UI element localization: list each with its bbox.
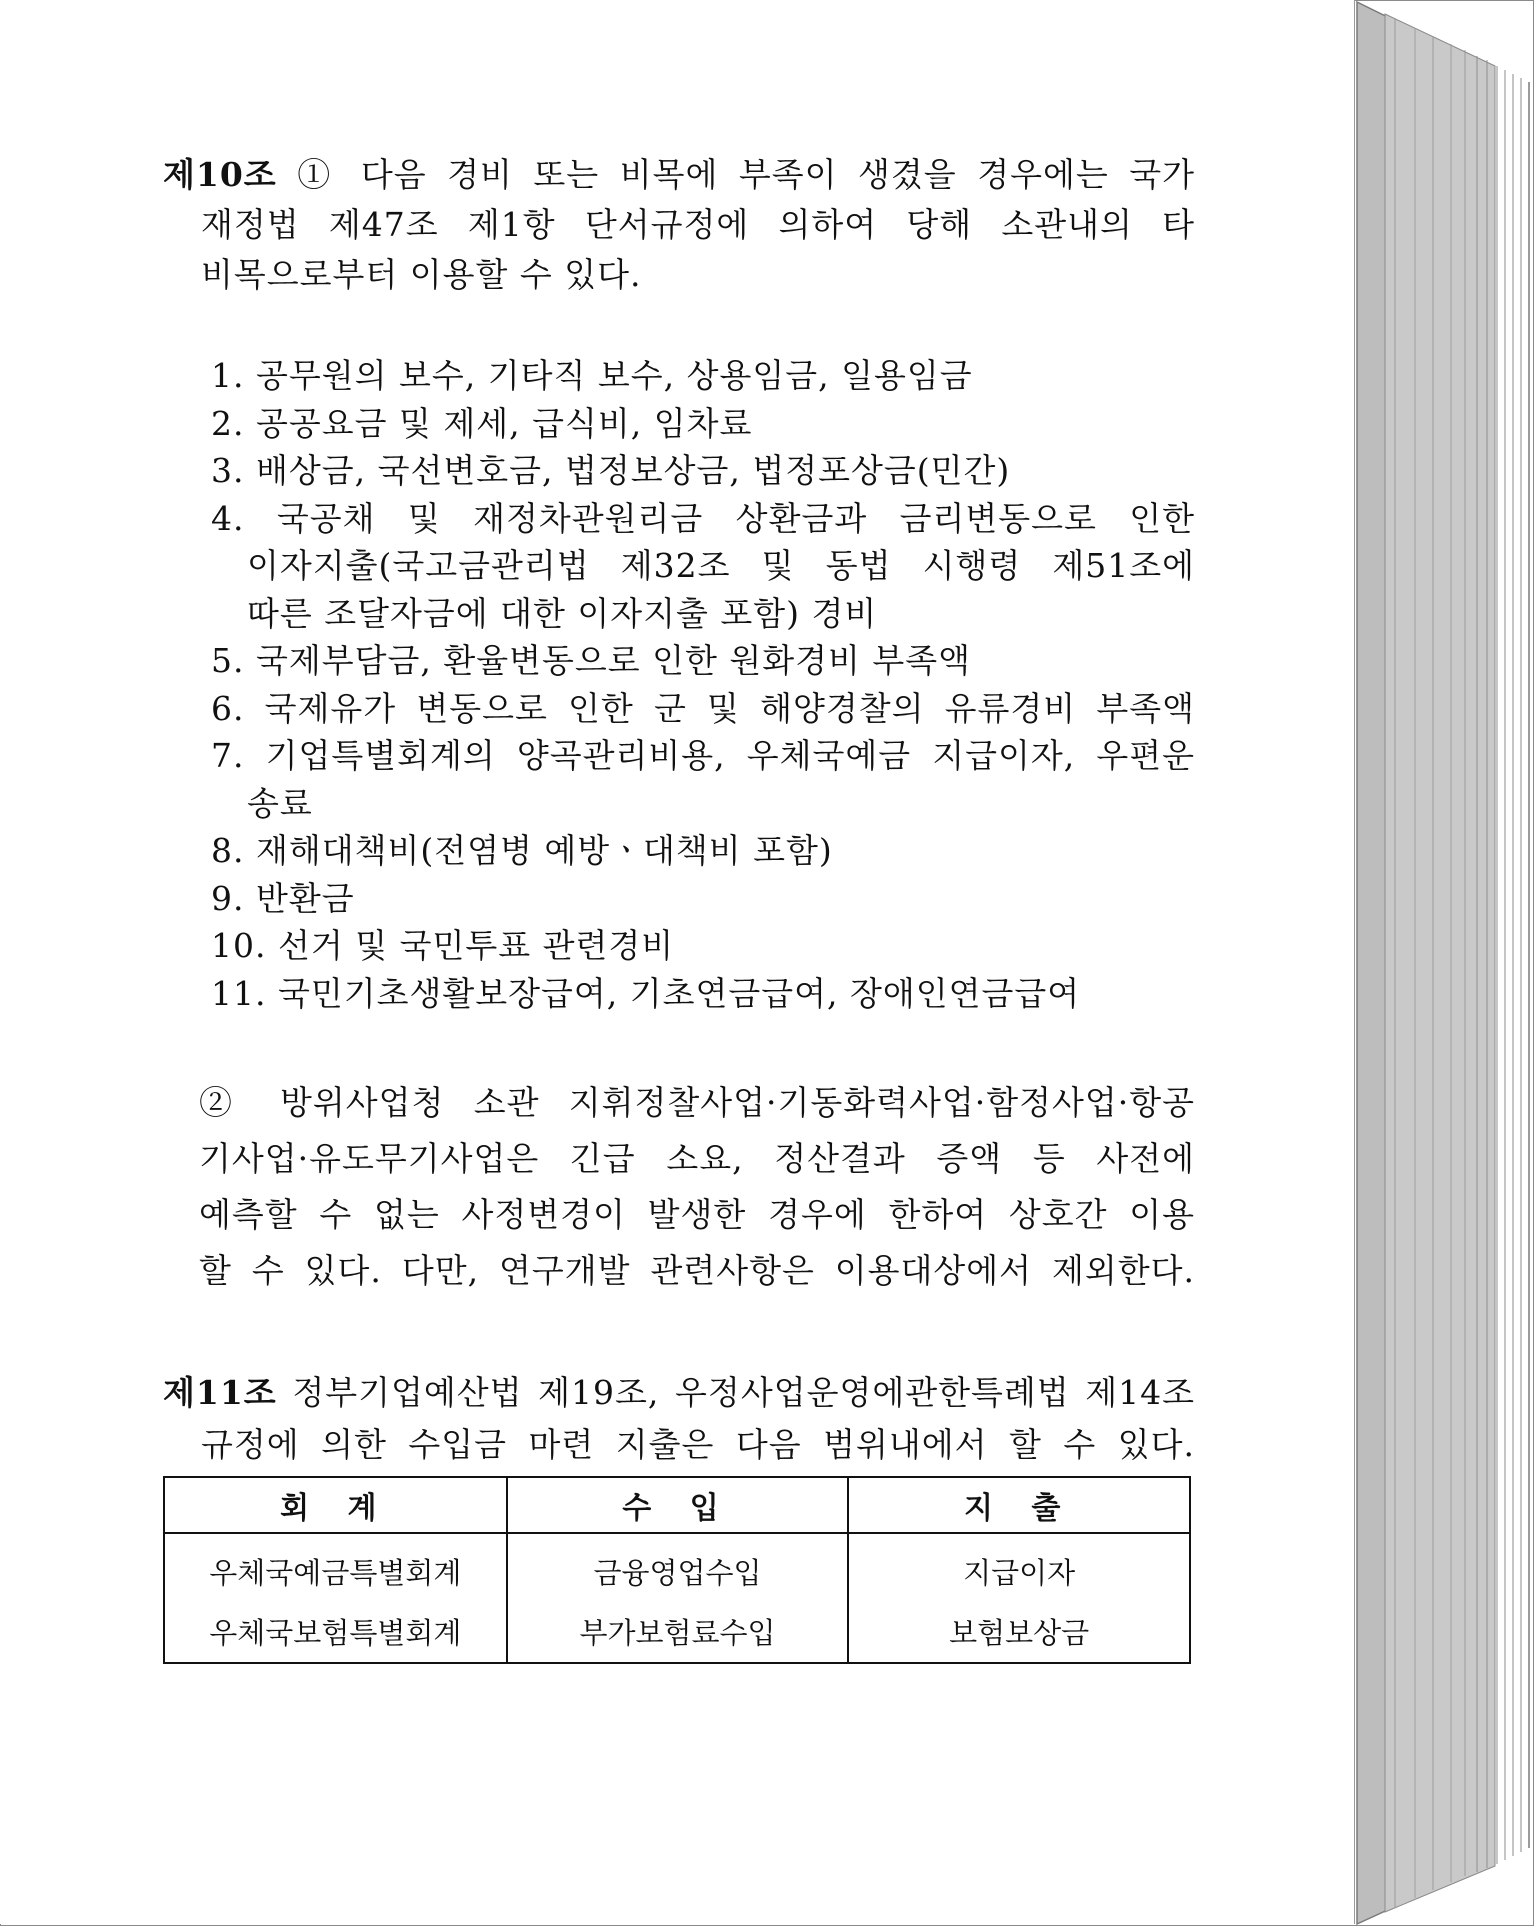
list-item: 2. 공공요금 및 제세, 급식비, 임차료 <box>211 403 753 443</box>
list-item: 4. 국공채 및 재정차관원리금 상환금과 금리변동으로 인한 <box>211 498 1195 538</box>
list-item: 1. 공무원의 보수, 기타직 보수, 상용임금, 일용임금 <box>211 356 973 395</box>
table-cell: 지급이자 <box>848 1533 1190 1600</box>
list-item: 6. 국제유가 변동으로 인한 군 및 해양경찰의 유류경비 부족액 <box>211 688 1195 728</box>
table-cell: 금융영업수입 <box>507 1533 849 1600</box>
article-10-paragraph-2 <box>163 1075 1195 1299</box>
article-10 <box>163 150 1195 1299</box>
book-page-edge <box>1355 0 1534 1926</box>
article-11 <box>163 1367 1195 1471</box>
table-cell: 보험보상금 <box>848 1600 1190 1663</box>
list-item: 8. 재해대책비(전염병 예방ㆍ대책비 포함) <box>211 831 833 870</box>
expense-item-list <box>211 352 1195 1017</box>
column-header-expenditure: 지 출 <box>848 1477 1190 1533</box>
article-11-heading: 제11조 <box>163 1373 277 1412</box>
table-cell: 부가보험료수입 <box>507 1600 849 1663</box>
table-cell: 우체국보험특별회계 <box>164 1600 507 1663</box>
list-item-continuation: 따른 조달자금에 대한 이자지출 포함) 경비 <box>247 593 878 633</box>
article-10-line-3: 비목으로부터 이용할 수 있다. <box>201 255 642 294</box>
article-11-line-2: 규정에 의한 수입금 마련 지출은 다음 범위내에서 할 수 있다. <box>201 1425 1195 1464</box>
column-header-revenue: 수 입 <box>507 1477 849 1533</box>
table-cell: 우체국예금특별회계 <box>164 1533 507 1600</box>
revenue-expense-table <box>163 1476 1191 1664</box>
article-11-line-1: 정부기업예산법 제19조, 우정사업운영에관한특례법 제14조 <box>292 1373 1195 1412</box>
article-10-line-1: ① 다음 경비 또는 비목에 부족이 생겼을 경우에는 국가 <box>297 155 1195 194</box>
paragraph-line: 예측할 수 없는 사정변경이 발생한 경우에 한하여 상호간 이용 <box>199 1195 1195 1234</box>
column-header-account: 회 계 <box>164 1477 507 1533</box>
document-body <box>163 150 1195 1471</box>
list-item: 11. 국민기초생활보장급여, 기초연금급여, 장애인연금급여 <box>211 973 1081 1013</box>
table-row <box>164 1533 1190 1600</box>
list-item: 7. 기업특별회계의 양곡관리비용, 우체국예금 지급이자, 우편운 <box>211 736 1195 775</box>
article-10-heading: 제10조 <box>163 155 277 194</box>
table-row <box>164 1600 1190 1663</box>
table-header-row <box>164 1477 1190 1533</box>
paragraph-line: 할 수 있다. 다만, 연구개발 관련사항은 이용대상에서 제외한다. <box>199 1251 1195 1290</box>
list-item: 9. 반환금 <box>211 878 355 918</box>
paragraph-line: ② 방위사업청 소관 지휘정찰사업·기동화력사업·함정사업·항공 <box>199 1083 1195 1122</box>
list-item-continuation: 송료 <box>247 783 313 823</box>
list-item: 10. 선거 및 국민투표 관련경비 <box>211 926 675 965</box>
article-10-line-2: 재정법 제47조 제1항 단서규정에 의하여 당해 소관내의 타 <box>201 205 1195 244</box>
list-item-continuation: 이자지출(국고금관리법 제32조 및 동법 시행령 제51조에 <box>247 546 1195 585</box>
paragraph-line: 기사업·유도무기사업은 긴급 소요, 정산결과 증액 등 사전에 <box>199 1139 1195 1178</box>
list-item: 5. 국제부담금, 환율변동으로 인한 원화경비 부족액 <box>211 641 971 680</box>
list-item: 3. 배상금, 국선변호금, 법정보상금, 법정포상금(민간) <box>211 451 1011 490</box>
